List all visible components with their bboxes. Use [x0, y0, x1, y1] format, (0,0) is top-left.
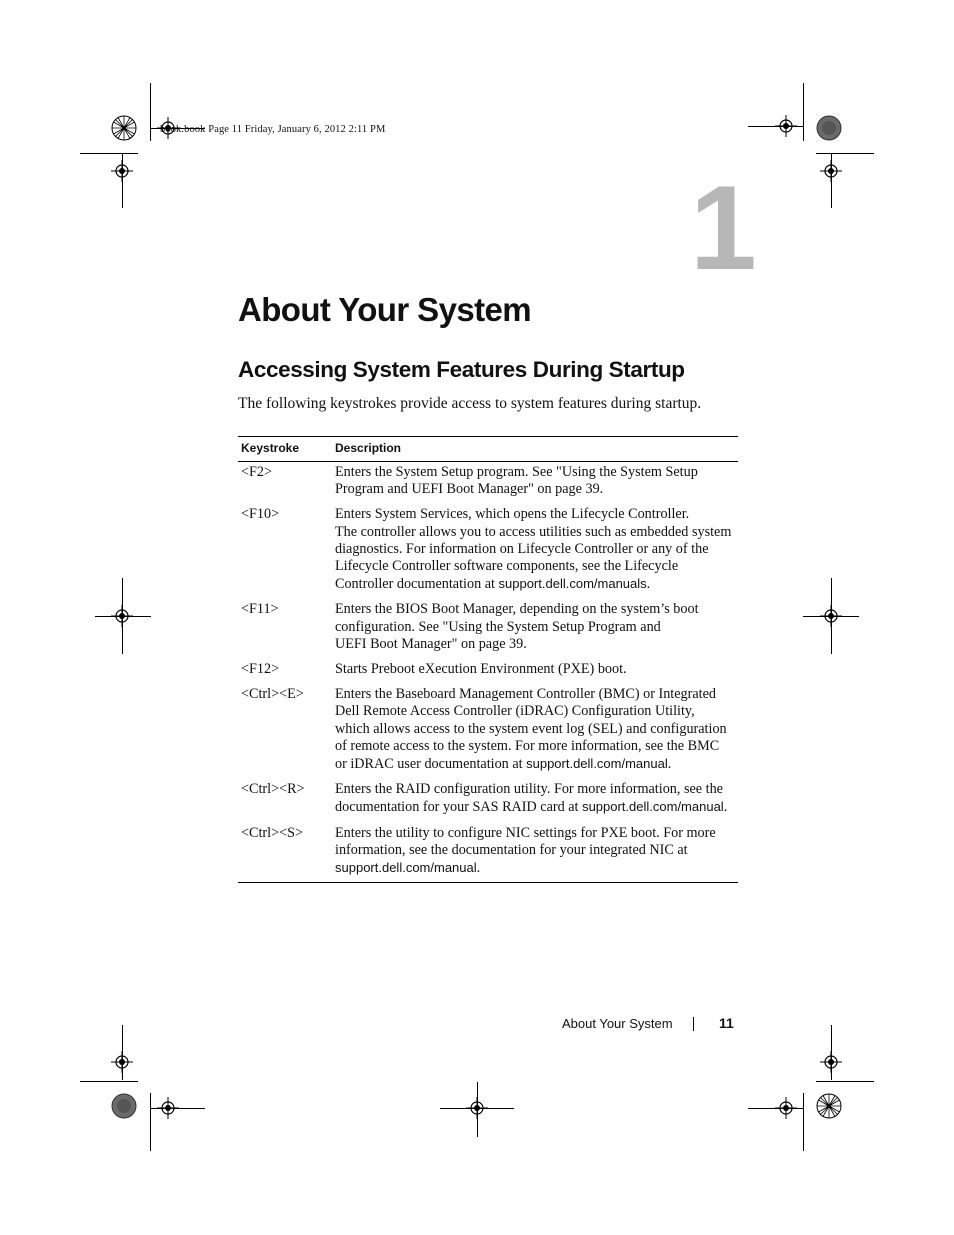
- description-cell: [332, 661, 738, 686]
- starburst-mark-icon: [111, 115, 137, 141]
- registration-target-icon: [820, 160, 842, 182]
- starburst-mark-icon: [816, 1093, 842, 1119]
- description-line: Enters the System Setup program. See "Using the System Setup: [335, 464, 698, 480]
- section-title: Accessing System Features During Startup: [238, 357, 685, 382]
- chapter-title: About Your System: [238, 291, 531, 328]
- description-line: Enters the RAID configuration utility. For more information, see the: [335, 781, 723, 798]
- description-cell: [332, 601, 738, 661]
- manuals-link[interactable]: support.dell.com/manuals: [498, 576, 647, 592]
- crop-mark: [816, 1081, 874, 1082]
- page-number: 11: [719, 1015, 734, 1031]
- manual-link[interactable]: support.dell.com/manual: [526, 756, 668, 772]
- crop-mark: [80, 153, 138, 154]
- table-row: [238, 601, 738, 661]
- description-line: Starts Preboot eXecution Environment (PXE) boot.: [335, 661, 627, 678]
- description-line: Dell Remote Access Controller (iDRAC) Configuration Utility,: [335, 703, 695, 720]
- registration-target-icon: [466, 1097, 488, 1119]
- description-text: or iDRAC user documentation at: [335, 756, 527, 773]
- description-text: documentation for your SAS RAID card at: [335, 799, 583, 816]
- registration-target-icon: [775, 1097, 797, 1119]
- table-row: [238, 506, 738, 601]
- manual-link[interactable]: support.dell.com/manual: [582, 799, 724, 815]
- crop-mark: [150, 83, 151, 141]
- description-line: Enters the Baseboard Management Controller (BMC) or Integrated: [335, 686, 716, 703]
- punctuation: .: [476, 860, 481, 877]
- description-line: Enters System Services, which opens the Lifecycle Controller.: [335, 506, 690, 523]
- chapter-number: 1: [690, 161, 757, 295]
- description-line: Program and UEFI Boot Manager" on page 39.: [335, 481, 604, 498]
- footer-chapter-title: About Your System: [562, 1016, 673, 1031]
- keystroke-cell: <Ctrl><E>: [241, 686, 304, 703]
- description-line: Lifecycle Controller software components, see the Lifecycle: [335, 558, 679, 575]
- description-line: information, see the documentation for your integrated NIC at: [335, 841, 688, 858]
- keystroke-cell: <Ctrl><S>: [241, 824, 303, 841]
- description-line: Enters the BIOS Boot Manager, depending on the system’s boot: [335, 601, 699, 618]
- keystroke-cell: <Ctrl><R>: [241, 781, 305, 798]
- gray-balance-mark-icon: [111, 1093, 137, 1119]
- registration-target-icon: [111, 1051, 133, 1073]
- description-cell: [332, 462, 738, 507]
- keystroke-cell: <F11>: [241, 601, 279, 618]
- description-line: which allows access to the system event log (SEL) and configuration: [335, 720, 727, 737]
- table-header-row: [238, 437, 738, 462]
- description-line: [335, 575, 738, 593]
- description-line: [335, 798, 738, 816]
- table-row: [238, 686, 738, 781]
- crop-mark: [150, 1093, 151, 1151]
- description-line: diagnostics. For information on Lifecycle Controller or any of the: [335, 540, 709, 557]
- keystroke-cell: <F10>: [241, 506, 280, 523]
- table-row: [238, 661, 738, 686]
- manual-link[interactable]: support.dell.com/manual: [335, 860, 477, 876]
- crop-mark: [803, 83, 804, 141]
- punctuation: .: [646, 576, 651, 593]
- keystroke-cell: <F2>: [241, 464, 272, 480]
- keystroke-cell: <F12>: [241, 661, 280, 678]
- description-line: configuration. See "Using the System Setup Program and: [335, 618, 661, 635]
- description-line: [335, 755, 738, 773]
- description-line: [335, 859, 738, 877]
- description-line: Enters the utility to configure NIC settings for PXE boot. For more: [335, 824, 716, 841]
- description-cell: [332, 686, 738, 781]
- table-row: [238, 462, 738, 507]
- registration-target-icon: [111, 160, 133, 182]
- section-intro: The following keystrokes provide access to system features during startup.: [238, 395, 702, 412]
- footer-separator: [693, 1017, 694, 1031]
- keystroke-table: [238, 436, 738, 883]
- punctuation: .: [667, 756, 672, 773]
- registration-target-icon: [775, 115, 797, 137]
- registration-target-icon: [820, 605, 842, 627]
- description-text: Controller documentation at: [335, 576, 499, 593]
- column-header-description: Description: [332, 437, 738, 462]
- crop-mark: [803, 1093, 804, 1151]
- description-line: UEFI Boot Manager" on page 39.: [335, 635, 527, 652]
- crop-mark: [816, 153, 874, 154]
- description-cell: [332, 825, 738, 883]
- registration-target-icon: [157, 1097, 179, 1119]
- description-line: of remote access to the system. For more information, see the BMC: [335, 737, 720, 754]
- column-header-keystroke: Keystroke: [238, 437, 332, 462]
- description-line: The controller allows you to access utilities such as embedded system: [335, 523, 732, 540]
- table-row: [238, 825, 738, 883]
- crop-mark: [80, 1081, 138, 1082]
- table-row: [238, 781, 738, 824]
- punctuation: .: [723, 799, 728, 816]
- registration-target-icon: [111, 605, 133, 627]
- gray-balance-mark-icon: [816, 115, 842, 141]
- print-slug: book.book Page 11 Friday, January 6, 2012 2:11 PM: [160, 124, 386, 135]
- description-cell: [332, 781, 738, 824]
- description-cell: [332, 506, 738, 601]
- registration-target-icon: [820, 1051, 842, 1073]
